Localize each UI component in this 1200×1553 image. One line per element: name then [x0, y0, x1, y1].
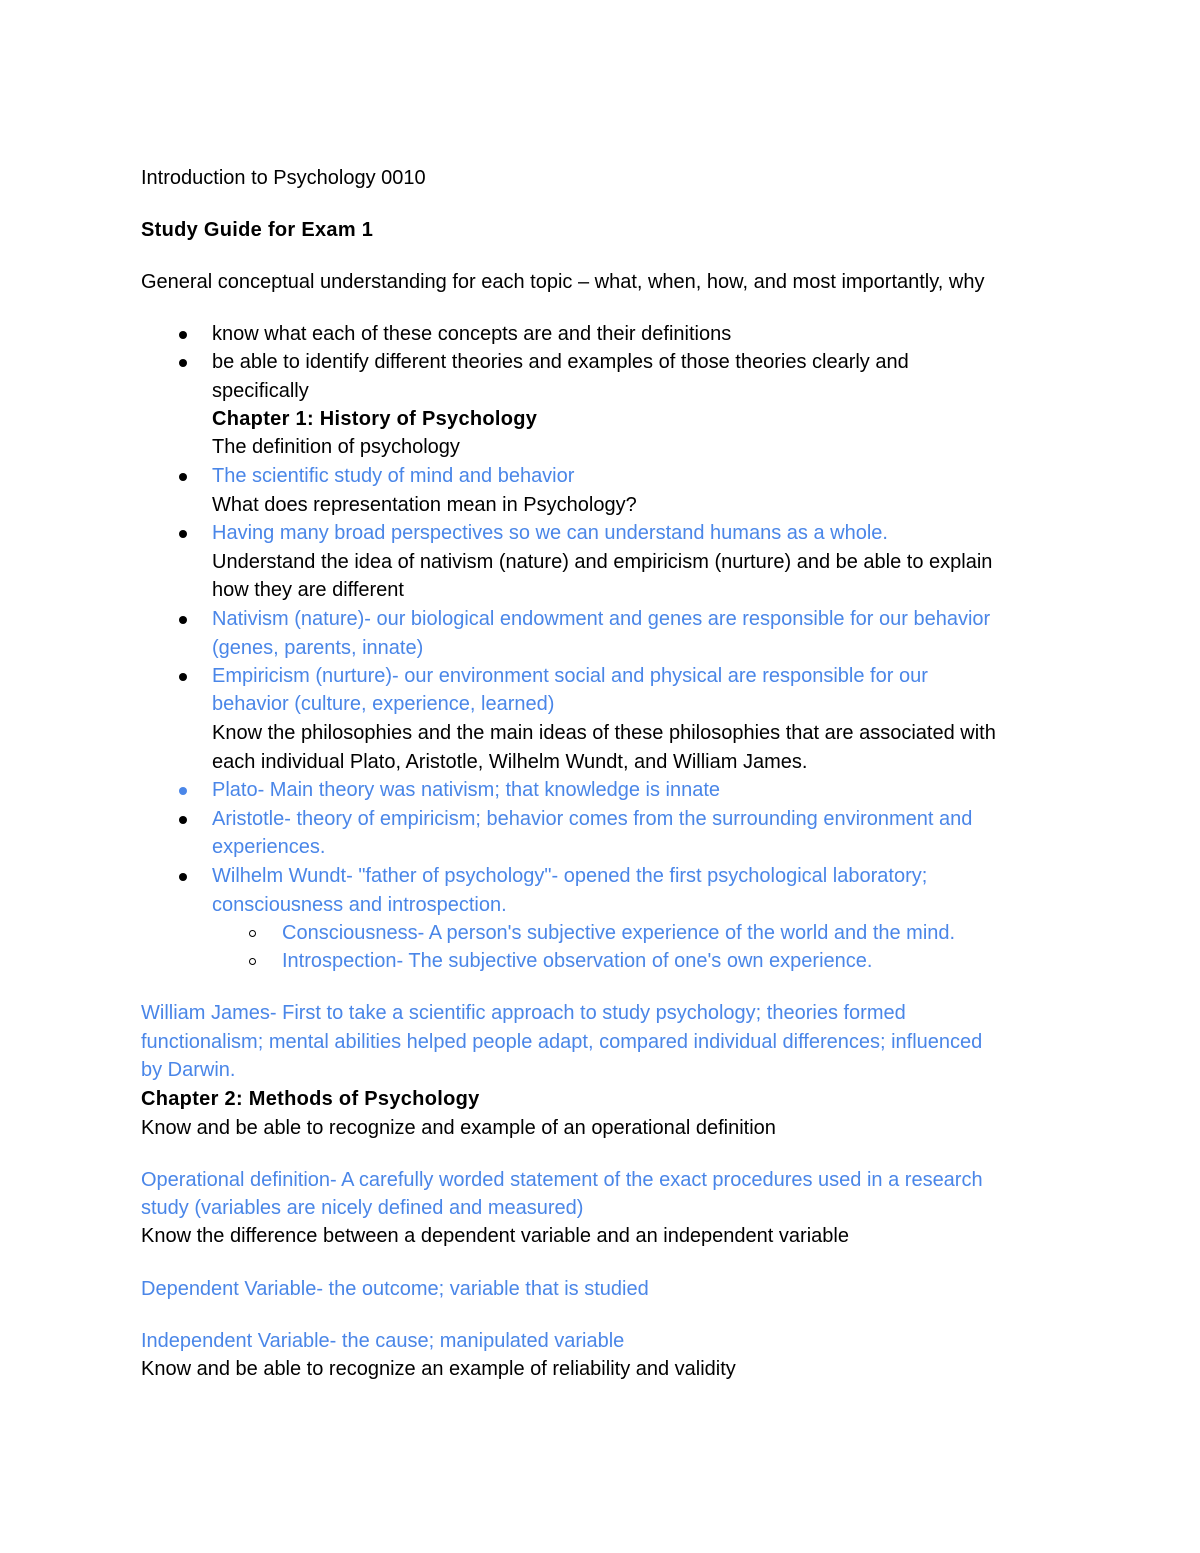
chapter-1-heading: Chapter 1: History of Psychology [212, 408, 538, 430]
answer-text: Aristotle- theory of empiricism; behavior comes from the surrounding environment and [212, 808, 973, 830]
question-text: The definition of psychology [212, 436, 460, 458]
question-text: Know and be able to recognize an example of reliability and validity [141, 1358, 736, 1380]
answer-text: Wilhelm Wundt- "father of psychology"- opened the first psychological laboratory; [212, 865, 928, 887]
bullet-icon [179, 331, 187, 339]
list-item-continuation: specifically [212, 380, 309, 402]
bullet-icon [179, 816, 187, 824]
hollow-bullet-icon [249, 930, 256, 937]
question-text: Know the difference between a dependent variable and an independent variable [141, 1225, 849, 1247]
answer-text: William James- First to take a scientific approach to study psychology; theories formed [141, 1002, 906, 1024]
bullet-icon [179, 473, 187, 481]
answer-text: Having many broad perspectives so we can understand humans as a whole. [212, 522, 888, 544]
question-text: Know the philosophies and the main ideas of these philosophies that are associated with [212, 722, 996, 744]
answer-text: Operational definition- A carefully worded statement of the exact procedures used in a research [141, 1169, 983, 1191]
answer-text: by Darwin. [141, 1059, 236, 1081]
answer-text: Introspection- The subjective observation of one's own experience. [282, 950, 873, 972]
answer-text: Dependent Variable- the outcome; variable that is studied [141, 1278, 649, 1300]
answer-text: behavior (culture, experience, learned) [212, 693, 555, 715]
bullet-icon [179, 530, 187, 538]
hollow-bullet-icon [249, 958, 256, 965]
answer-text: Plato- Main theory was nativism; that knowledge is innate [212, 779, 721, 801]
answer-text: study (variables are nicely defined and measured) [141, 1197, 584, 1219]
answer-text: Consciousness- A person's subjective experience of the world and the mind. [282, 922, 956, 944]
intro-text: General conceptual understanding for each topic – what, when, how, and most importantly, why [141, 271, 985, 293]
document-title: Study Guide for Exam 1 [141, 219, 374, 241]
list-item: know what each of these concepts are and their definitions [212, 323, 732, 345]
answer-text: Independent Variable- the cause; manipulated variable [141, 1330, 625, 1352]
question-text: each individual Plato, Aristotle, Wilhelm Wundt, and William James. [212, 751, 808, 773]
answer-text: consciousness and introspection. [212, 894, 507, 916]
answer-text: Empiricism (nurture)- our environment social and physical are responsible for our [212, 665, 928, 687]
answer-text: Nativism (nature)- our biological endowment and genes are responsible for our behavior [212, 608, 991, 630]
question-text: how they are different [212, 579, 404, 601]
course-title: Introduction to Psychology 0010 [141, 167, 426, 189]
bullet-icon [179, 616, 187, 624]
bullet-icon [179, 787, 187, 795]
chapter-2-heading: Chapter 2: Methods of Psychology [141, 1088, 480, 1110]
question-text: Understand the idea of nativism (nature) and empiricism (nurture) and be able to explain [212, 551, 993, 573]
answer-text: experiences. [212, 836, 326, 858]
answer-text: (genes, parents, innate) [212, 637, 424, 659]
answer-text: The scientific study of mind and behavior [212, 465, 575, 487]
question-text: Know and be able to recognize and example of an operational definition [141, 1117, 776, 1139]
list-item: be able to identify different theories and examples of those theories clearly and [212, 351, 909, 373]
bullet-icon [179, 873, 187, 881]
question-text: What does representation mean in Psychology? [212, 494, 637, 516]
bullet-icon [179, 673, 187, 681]
bullet-icon [179, 359, 187, 367]
answer-text: functionalism; mental abilities helped people adapt, compared individual differences; influenced [141, 1031, 983, 1053]
